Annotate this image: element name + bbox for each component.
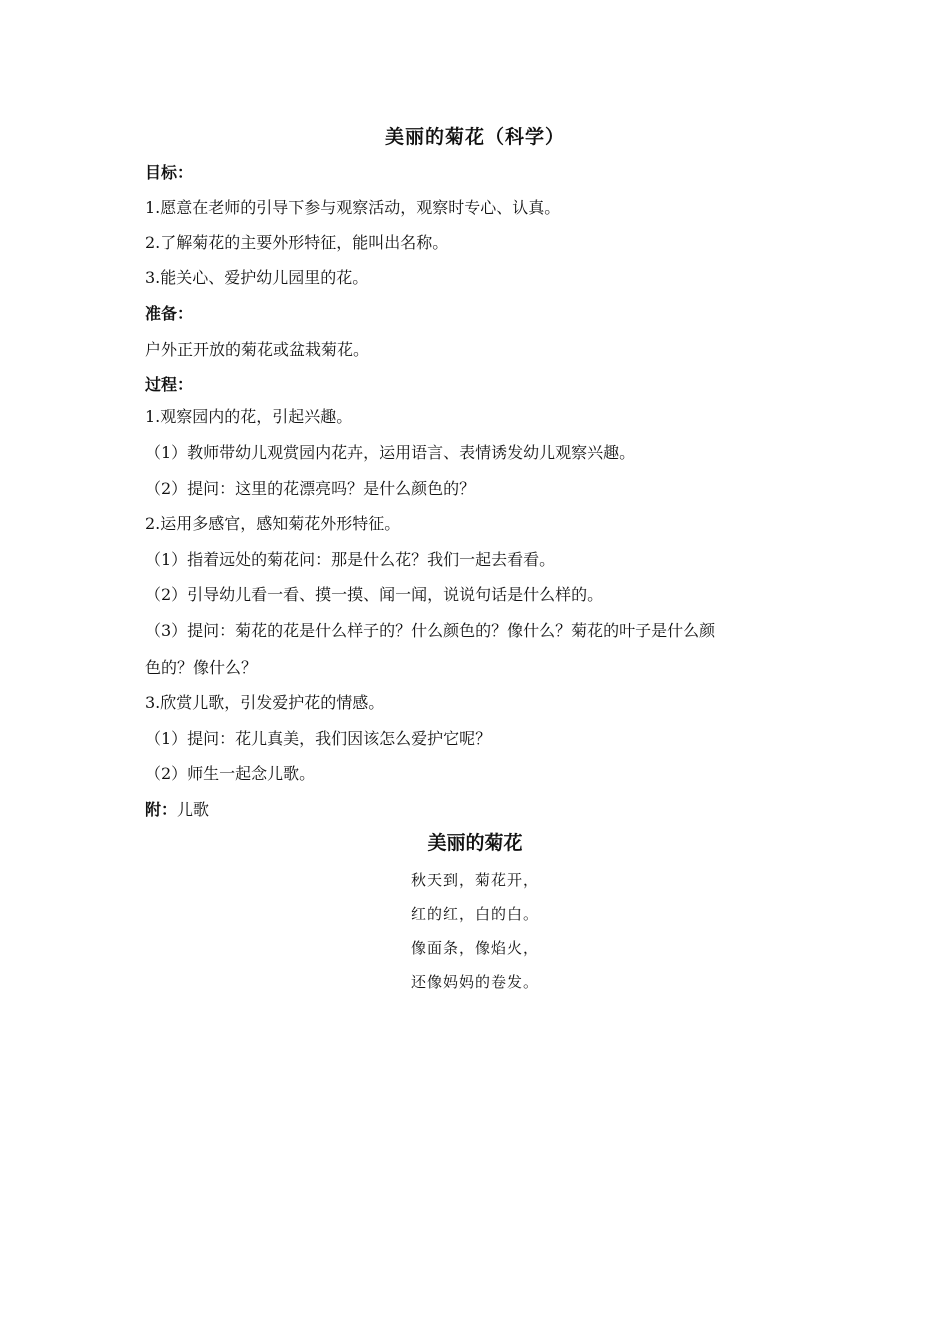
- goal-item-1: 1.愿意在老师的引导下参与观察活动，观察时专心、认真。: [145, 198, 561, 217]
- step2-sub3-line1: （3）提问：菊花的花是什么样子的？什么颜色的？像什么？菊花的叶子是什么颜: [145, 621, 716, 640]
- process-heading: 过程：: [145, 375, 194, 394]
- poem-line-3: 像面条，像焰火，: [410, 939, 539, 957]
- poem-title: 美丽的菊花: [427, 832, 523, 854]
- step2-sub2: （2）引导幼儿看一看、摸一摸、闻一闻，说说句话是什么样的。: [145, 585, 604, 604]
- step3-sub1: （1）提问：花儿真美，我们因该怎么爱护它呢？: [145, 729, 492, 748]
- appendix-label: 附：: [145, 800, 178, 819]
- poem-line-1: 秋天到，菊花开，: [410, 871, 539, 889]
- document-title: 美丽的菊花（科学）: [384, 126, 565, 148]
- step1-sub1: （1）教师带幼儿观赏园内花卉，运用语言、表情诱发幼儿观察兴趣。: [145, 443, 636, 462]
- poem-line-4: 还像妈妈的卷发。: [410, 973, 539, 991]
- goal-item-3: 3.能关心、爱护幼儿园里的花。: [145, 268, 369, 287]
- step2-sub1: （1）指着远处的菊花问：那是什么花？我们一起去看看。: [145, 550, 556, 569]
- appendix-text: 儿歌: [177, 800, 210, 819]
- appendix-line: [145, 798, 825, 822]
- step1-sub2: （2）提问：这里的花漂亮吗？是什么颜色的？: [145, 479, 476, 498]
- goal-item-2: 2.了解菊花的主要外形特征，能叫出名称。: [145, 233, 449, 252]
- step2-title: 2.运用多感官，感知菊花外形特征。: [145, 514, 401, 533]
- step2-sub3-line2: 色的？像什么？: [145, 658, 258, 677]
- preparation-text: 户外正开放的菊花或盆栽菊花。: [145, 340, 370, 359]
- preparation-heading: 准备：: [145, 304, 194, 323]
- goals-heading: 目标：: [145, 163, 194, 182]
- step3-title: 3.欣赏儿歌，引发爱护花的情感。: [145, 693, 385, 712]
- poem-line-2: 红的红，白的白。: [410, 905, 539, 923]
- step1-title: 1.观察园内的花，引起兴趣。: [145, 407, 353, 426]
- step3-sub2: （2）师生一起念儿歌。: [145, 764, 316, 783]
